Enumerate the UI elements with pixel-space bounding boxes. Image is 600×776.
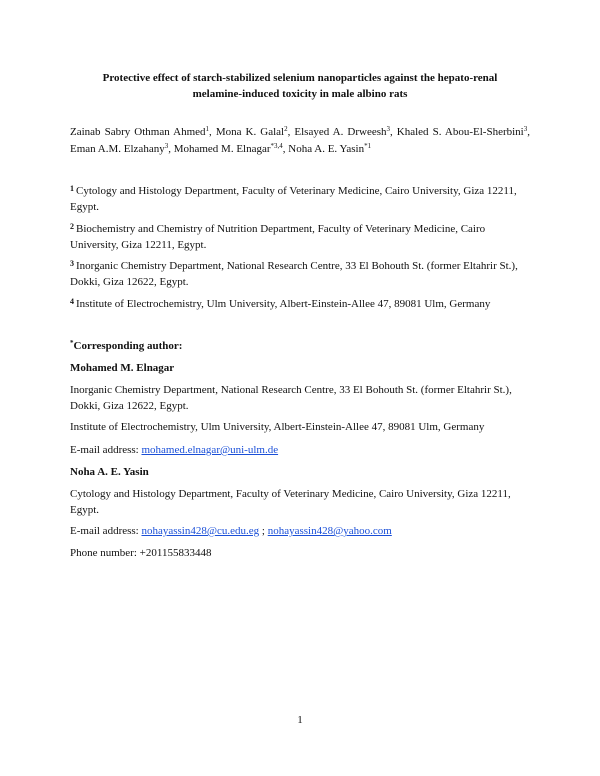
corresponding-author-2-affiliation: Cytology and Histology Department, Faculty of Veterinary Medicine, Cairo University, Giza 12211, Egypt. (70, 488, 511, 516)
affiliation-number: 4 (70, 297, 74, 306)
author-affiliation-mark: 3 (523, 125, 528, 133)
author-affiliation-mark: 3 (386, 125, 390, 133)
author-affiliation-mark: 3 (164, 142, 169, 150)
email-label: E-mail address: (70, 444, 142, 456)
author-separator: , (168, 143, 174, 155)
author-name: Elsayed A. Drweesh (294, 126, 387, 138)
author-affiliation-mark: 1 (205, 125, 210, 133)
author-separator: , (282, 143, 289, 155)
author (397, 126, 530, 138)
author (70, 143, 174, 155)
author-list (70, 124, 530, 158)
author-name: Mona K. Galal (215, 126, 285, 138)
affiliation-number: 2 (70, 222, 74, 231)
affiliation-1 (70, 181, 532, 215)
email-link-yasin-yahoo[interactable]: nohayassin428@yahoo.com (267, 525, 392, 537)
email-label: E-mail address: (70, 525, 142, 537)
paper-title (70, 70, 530, 102)
corresponding-star: * (70, 339, 74, 347)
author-separator: , (209, 126, 216, 138)
author (294, 126, 396, 138)
affiliation-number: 1 (70, 184, 74, 193)
affiliation-text: Biochemistry and Chemistry of Nutrition Department, Faculty of Veterinary Medicine, Cairo University, Giza 12211, Egypt. (70, 223, 486, 251)
affiliation-number: 3 (70, 259, 74, 268)
affiliation-text: Inorganic Chemistry Department, National Research Centre, 33 El Bohouth St. (former Eltahrir St.), Dokki, Giza 12622, Egypt. (70, 260, 518, 288)
corresponding-author-1-email (70, 443, 532, 459)
author (70, 126, 216, 138)
author-separator: , (527, 126, 530, 138)
author-name: Eman A.M. Elzahany (70, 143, 165, 155)
affiliation-4 (70, 294, 532, 313)
author-affiliation-mark: *1 (364, 142, 372, 150)
author-name: Noha A. E. Yasin (288, 143, 365, 155)
author (174, 143, 289, 155)
author-name: Khaled S. Abou-El-Sherbini (396, 126, 524, 138)
corresponding-heading (70, 339, 532, 355)
author-affiliation-mark: 2 (284, 125, 288, 133)
author (288, 143, 371, 155)
corresponding-author-1-affiliation-2: Institute of Electrochemistry, Ulm University, Albert-Einstein-Allee 47, 89081 Ulm, Germany (70, 421, 485, 433)
corresponding-heading-text: Corresponding author: (73, 340, 183, 352)
corresponding-author-1-name: Mohamed M. Elnagar (70, 362, 175, 374)
author-separator: , (390, 126, 397, 138)
phone-number: Phone number: +201155833448 (70, 547, 212, 559)
affiliation-2 (70, 219, 532, 253)
affiliation-text: Cytology and Histology Department, Faculty of Veterinary Medicine, Cairo University, Giza 12211, Egypt. (70, 185, 517, 213)
author-name: Mohamed M. Elnagar (173, 143, 271, 155)
corresponding-author-2-email (70, 524, 532, 540)
author-separator: , (287, 126, 295, 138)
author-name: Zainab Sabry Othman Ahmed (70, 126, 206, 138)
page-number: 1 (297, 714, 303, 726)
corresponding-author-1-affiliation-1: Inorganic Chemistry Department, National Research Centre, 33 El Bohouth St. (former Eltahrir St.), Dokki, Giza 12622, Egypt. (70, 384, 512, 412)
affiliation-3 (70, 256, 532, 290)
author (216, 126, 295, 138)
email-separator: ; (259, 525, 268, 537)
affiliation-text: Institute of Electrochemistry, Ulm University, Albert-Einstein-Allee 47, 89081 Ulm, Germany (76, 298, 491, 310)
title-line-2: melamine-induced toxicity in male albino rats (192, 88, 408, 100)
email-link-yasin-cu[interactable]: nohayassin428@cu.edu.eg (141, 525, 260, 537)
email-link-elnagar[interactable]: mohamed.elnagar@uni-ulm.de (141, 444, 279, 456)
title-line-1: Protective effect of starch-stabilized selenium nanoparticles against the hepato-renal (102, 72, 498, 84)
corresponding-author-2-name: Noha A. E. Yasin (70, 466, 149, 478)
author-affiliation-mark: *3,4 (270, 142, 283, 150)
